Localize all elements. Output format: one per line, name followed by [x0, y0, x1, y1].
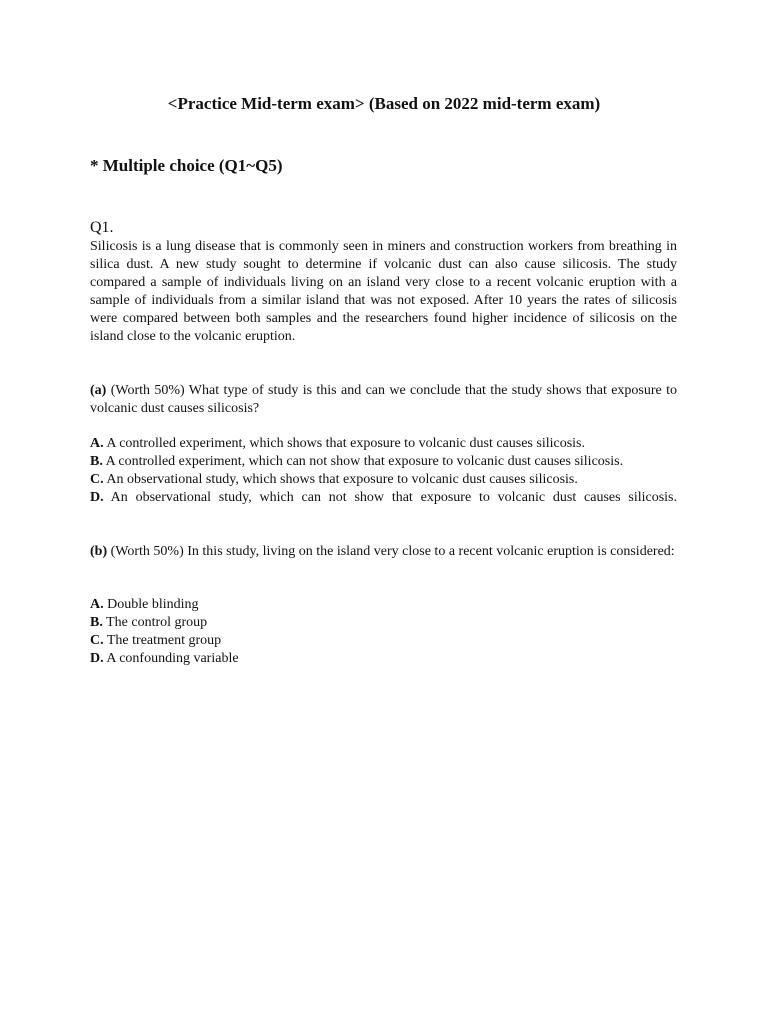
- option-letter: C.: [90, 633, 104, 648]
- option-b[interactable]: [90, 453, 677, 471]
- part-a-prompt: [90, 382, 677, 418]
- option-letter: B.: [90, 615, 103, 630]
- part-b-letter: (b): [90, 544, 108, 559]
- option-letter: C.: [90, 472, 104, 487]
- option-text: An observational study, which shows that exposure to volcanic dust causes silicosis.: [106, 472, 578, 487]
- part-b-prompt: [90, 543, 677, 561]
- question-stem: Silicosis is a lung disease that is commonly seen in miners and construction workers from breathing in silica dust. A new study sought to determine if volcanic dust can also cause silicosis. The study compared a sample of individuals living on an island very close to a recent volcanic eruption with a sample of individuals from a similar island that was not exposed. After 10 years the rates of silicosis were compared between both samples and the researchers found higher incidence of silicosis on the island close to the volcanic eruption.: [90, 239, 677, 344]
- option-c[interactable]: [90, 471, 677, 489]
- option-text: Double blinding: [107, 597, 199, 612]
- option-text: A controlled experiment, which can not show that exposure to volcanic dust causes silicosis.: [105, 454, 624, 469]
- option-a[interactable]: [90, 435, 677, 453]
- option-text: A confounding variable: [106, 651, 239, 666]
- option-letter: D.: [90, 651, 104, 666]
- option-d[interactable]: [90, 489, 677, 507]
- part-a-text: (Worth 50%) What type of study is this and can we conclude that the study shows that exposure to volcanic dust causes silicosis?: [90, 383, 677, 416]
- section-heading: * Multiple choice (Q1~Q5): [90, 156, 283, 175]
- option-text: The treatment group: [106, 633, 222, 648]
- option-letter: A.: [90, 597, 104, 612]
- question-label: Q1.: [90, 219, 114, 236]
- option-letter: A.: [90, 436, 104, 451]
- option-text: A controlled experiment, which shows that exposure to volcanic dust causes silicosis.: [106, 436, 585, 451]
- part-b-text: (Worth 50%) In this study, living on the island very close to a recent volcanic eruption is considered:: [110, 544, 675, 559]
- option-text: The control group: [106, 615, 208, 630]
- option-a[interactable]: [90, 596, 677, 614]
- option-b[interactable]: [90, 614, 677, 632]
- part-a-options: [90, 435, 677, 507]
- part-a-letter: (a): [90, 383, 107, 398]
- option-text: An observational study, which can not show that exposure to volcanic dust causes silicosis.: [110, 490, 677, 505]
- option-c[interactable]: [90, 632, 677, 650]
- option-letter: D.: [90, 490, 104, 505]
- option-letter: B.: [90, 454, 103, 469]
- option-d[interactable]: [90, 650, 677, 668]
- part-b-options: [90, 596, 677, 668]
- page-title: <Practice Mid-term exam> (Based on 2022 mid-term exam): [167, 94, 601, 113]
